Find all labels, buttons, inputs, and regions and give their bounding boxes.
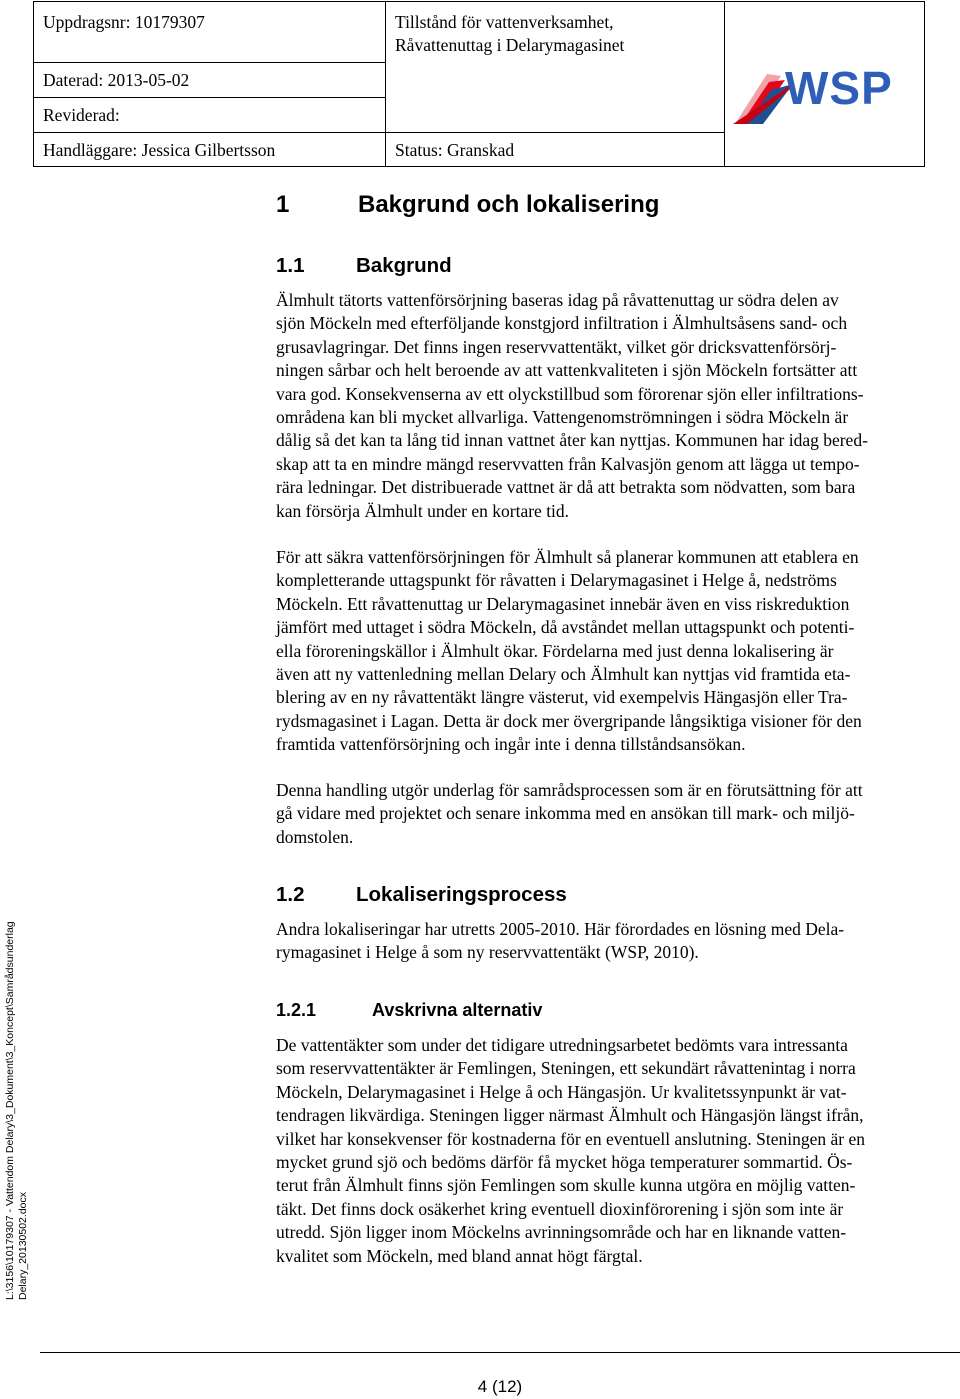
text-line: blering av en ny råvattentäkt längre västerut, vid exempelvis Hängasjön eller Tra-: [276, 687, 848, 708]
text-line: ningen sårbar och helt beroende av att vattenkvaliteten i sjön Möckeln fortsätter att: [276, 360, 858, 381]
text-line: rära ledningar. Det distribuerade vattnet är då att betrakta som nödvatten, som bara: [276, 477, 856, 498]
text-line: För att säkra vattenförsörjningen för Älmhult så planerar kommunen att etablera en: [276, 547, 859, 567]
text-line: rymagasinet i Helge å som ny reservvattentäkt (WSP, 2010).: [276, 942, 699, 963]
text-line: sjön Möckeln med efterföljande konstgjord infiltration i Älmhultsåsens sand- och: [276, 313, 848, 334]
text-line: mycket grund sjö och bedöms därför få mycket höga temperaturer sommartid. Ös-: [276, 1152, 853, 1173]
text-line: som reservvattentäkter är Femlingen, Steningen, ett sekundärt råvattenintag i norra: [276, 1058, 856, 1079]
section-1-2-1-heading: [276, 998, 542, 1022]
text-line: områdena kan bli mycket allvarliga. Vattengenomströmningen i södra Möckeln är: [276, 407, 849, 428]
assignment-number: Uppdragsnr: 10179307: [43, 12, 205, 32]
text-line: terut från Älmhult finns sjön Femlingen som skulle kunna utgöra en möjlig vatten-: [276, 1175, 856, 1196]
text-line: rydsmagasinet i Lagan. Detta är dock mer övergripande långsiktiga visioner för den: [276, 710, 862, 731]
wsp-logo: [733, 60, 921, 126]
text-line: tendragen likvärdiga. Steningen ligger närmast Älmhult och Hängasjön längst ifrån,: [276, 1105, 864, 1126]
text-line: kan försörja Älmhult under en kortare tid.: [276, 500, 570, 521]
text-line: utredd. Sjön ligger inom Möckelns avrinningsområde och har en liknande vatten-: [276, 1222, 847, 1243]
text-line: De vattentäkter som under det tidigare utredningsarbetet bedömts vara intressanta: [276, 1035, 848, 1055]
text-line: Möckeln. Ett råvattenuttag ur Delarymagasinet innebär även en viss riskreduktion: [276, 593, 850, 614]
document-date: Daterad: 2013-05-02: [43, 70, 190, 90]
document-status: Status: Granskad: [395, 140, 515, 160]
text-line: jämfört med uttaget i södra Möckeln, då avståndet mellan uttagspunkt och potenti-: [276, 617, 855, 638]
section-1-1-number: 1.1: [276, 254, 305, 277]
text-line: domstolen.: [276, 826, 354, 847]
section-1-2-title: Lokaliseringsprocess: [356, 883, 567, 906]
text-line: dålig så det kan ta lång tid innan vattnet åter kan nyttjas. Kommunen har idag bered-: [276, 430, 868, 451]
section-1-1-paragraph-3: [276, 779, 956, 849]
text-line: kompletterande uttagspunkt för råvatten i Delarymagasinet i Helge å, nedströms: [276, 570, 837, 591]
section-1-heading: [276, 190, 659, 220]
section-1-2-1-paragraph-1: [276, 1034, 956, 1268]
file-path-line-2: Delary_20130502.docx: [17, 1192, 29, 1300]
handler-name: Handläggare: Jessica Gilbertsson: [43, 140, 276, 160]
text-line: grusavlagringar. Det finns ingen reservvattentäkt, vilket gör dricksvattenförsörj-: [276, 336, 837, 357]
document-title-line2: Råvattenuttag i Delarymagasinet: [395, 35, 625, 55]
section-1-2-heading: [276, 882, 567, 908]
footer-divider: [40, 1352, 960, 1353]
section-1-2-1-number: 1.2.1: [276, 1000, 317, 1020]
text-line: gå vidare med projektet och senare inkomma med en ansökan till mark- och miljö-: [276, 803, 855, 824]
text-line: ella föroreningskällor i Älmhult ökar. Fördelarna med just denna lokalisering är: [276, 640, 834, 661]
section-1-1-heading: [276, 253, 452, 279]
wsp-logo-text: WSP: [785, 62, 893, 114]
section-1-2-number: 1.2: [276, 883, 305, 906]
section-1-number: 1: [276, 191, 290, 218]
section-1-2-1-title: Avskrivna alternativ: [372, 1000, 543, 1020]
file-path-sidebar: [4, 921, 30, 1300]
file-path-line-1: L:\3156\10179307 - Vattendom Delary\3_Dokument\3_Koncept\Samrådsunderlag: [4, 921, 16, 1300]
document-title-line1: Tillstånd för vattenverksamhet,: [395, 12, 614, 32]
page-number: 4 (12): [477, 1377, 523, 1396]
text-line: Andra lokaliseringar har utretts 2005-2010. Här förordades en lösning med Dela-: [276, 919, 845, 939]
section-1-2-paragraph-1: [276, 918, 956, 965]
text-line: skap att ta en mindre mängd reservvatten från Kalvasjön genom att lägga ut tempo-: [276, 453, 860, 474]
section-1-1-paragraph-1: [276, 289, 956, 523]
section-1-1-paragraph-2: [276, 546, 956, 757]
revision-date: Reviderad:: [43, 105, 120, 125]
text-line: även att ny vattenledning mellan Delary och Älmhult kan nyttjas vid framtida eta-: [276, 664, 851, 685]
section-1-1-title: Bakgrund: [356, 254, 452, 277]
text-line: framtida vattenförsörjning och ingår inte i denna tillståndsansökan.: [276, 734, 746, 755]
text-line: Möckeln, Delarymagasinet i Helge å och Hängasjön. Ur kvalitetssynpunkt är vat-: [276, 1081, 847, 1102]
text-line: täkt. Det finns dock osäkerhet kring eventuell dioxinförorening i sjön som inte är: [276, 1198, 844, 1219]
text-line: vilket har konsekvenser för kostnaderna för en eventuell anslutning. Steningen är en: [276, 1128, 865, 1149]
section-1-title: Bakgrund och lokalisering: [358, 191, 660, 218]
text-line: vara god. Konsekvenserna av ett olyckstillbud som förorenar sjön eller infiltrations-: [276, 383, 864, 404]
text-line: Älmhult tätorts vattenförsörjning baseras idag på råvattenuttag ur södra delen av: [276, 290, 839, 310]
text-line: Denna handling utgör underlag för samrådsprocessen som är en förutsättning för att: [276, 780, 863, 800]
text-line: kvalitet som Möckeln, med bland annat högt färgtal.: [276, 1245, 643, 1266]
